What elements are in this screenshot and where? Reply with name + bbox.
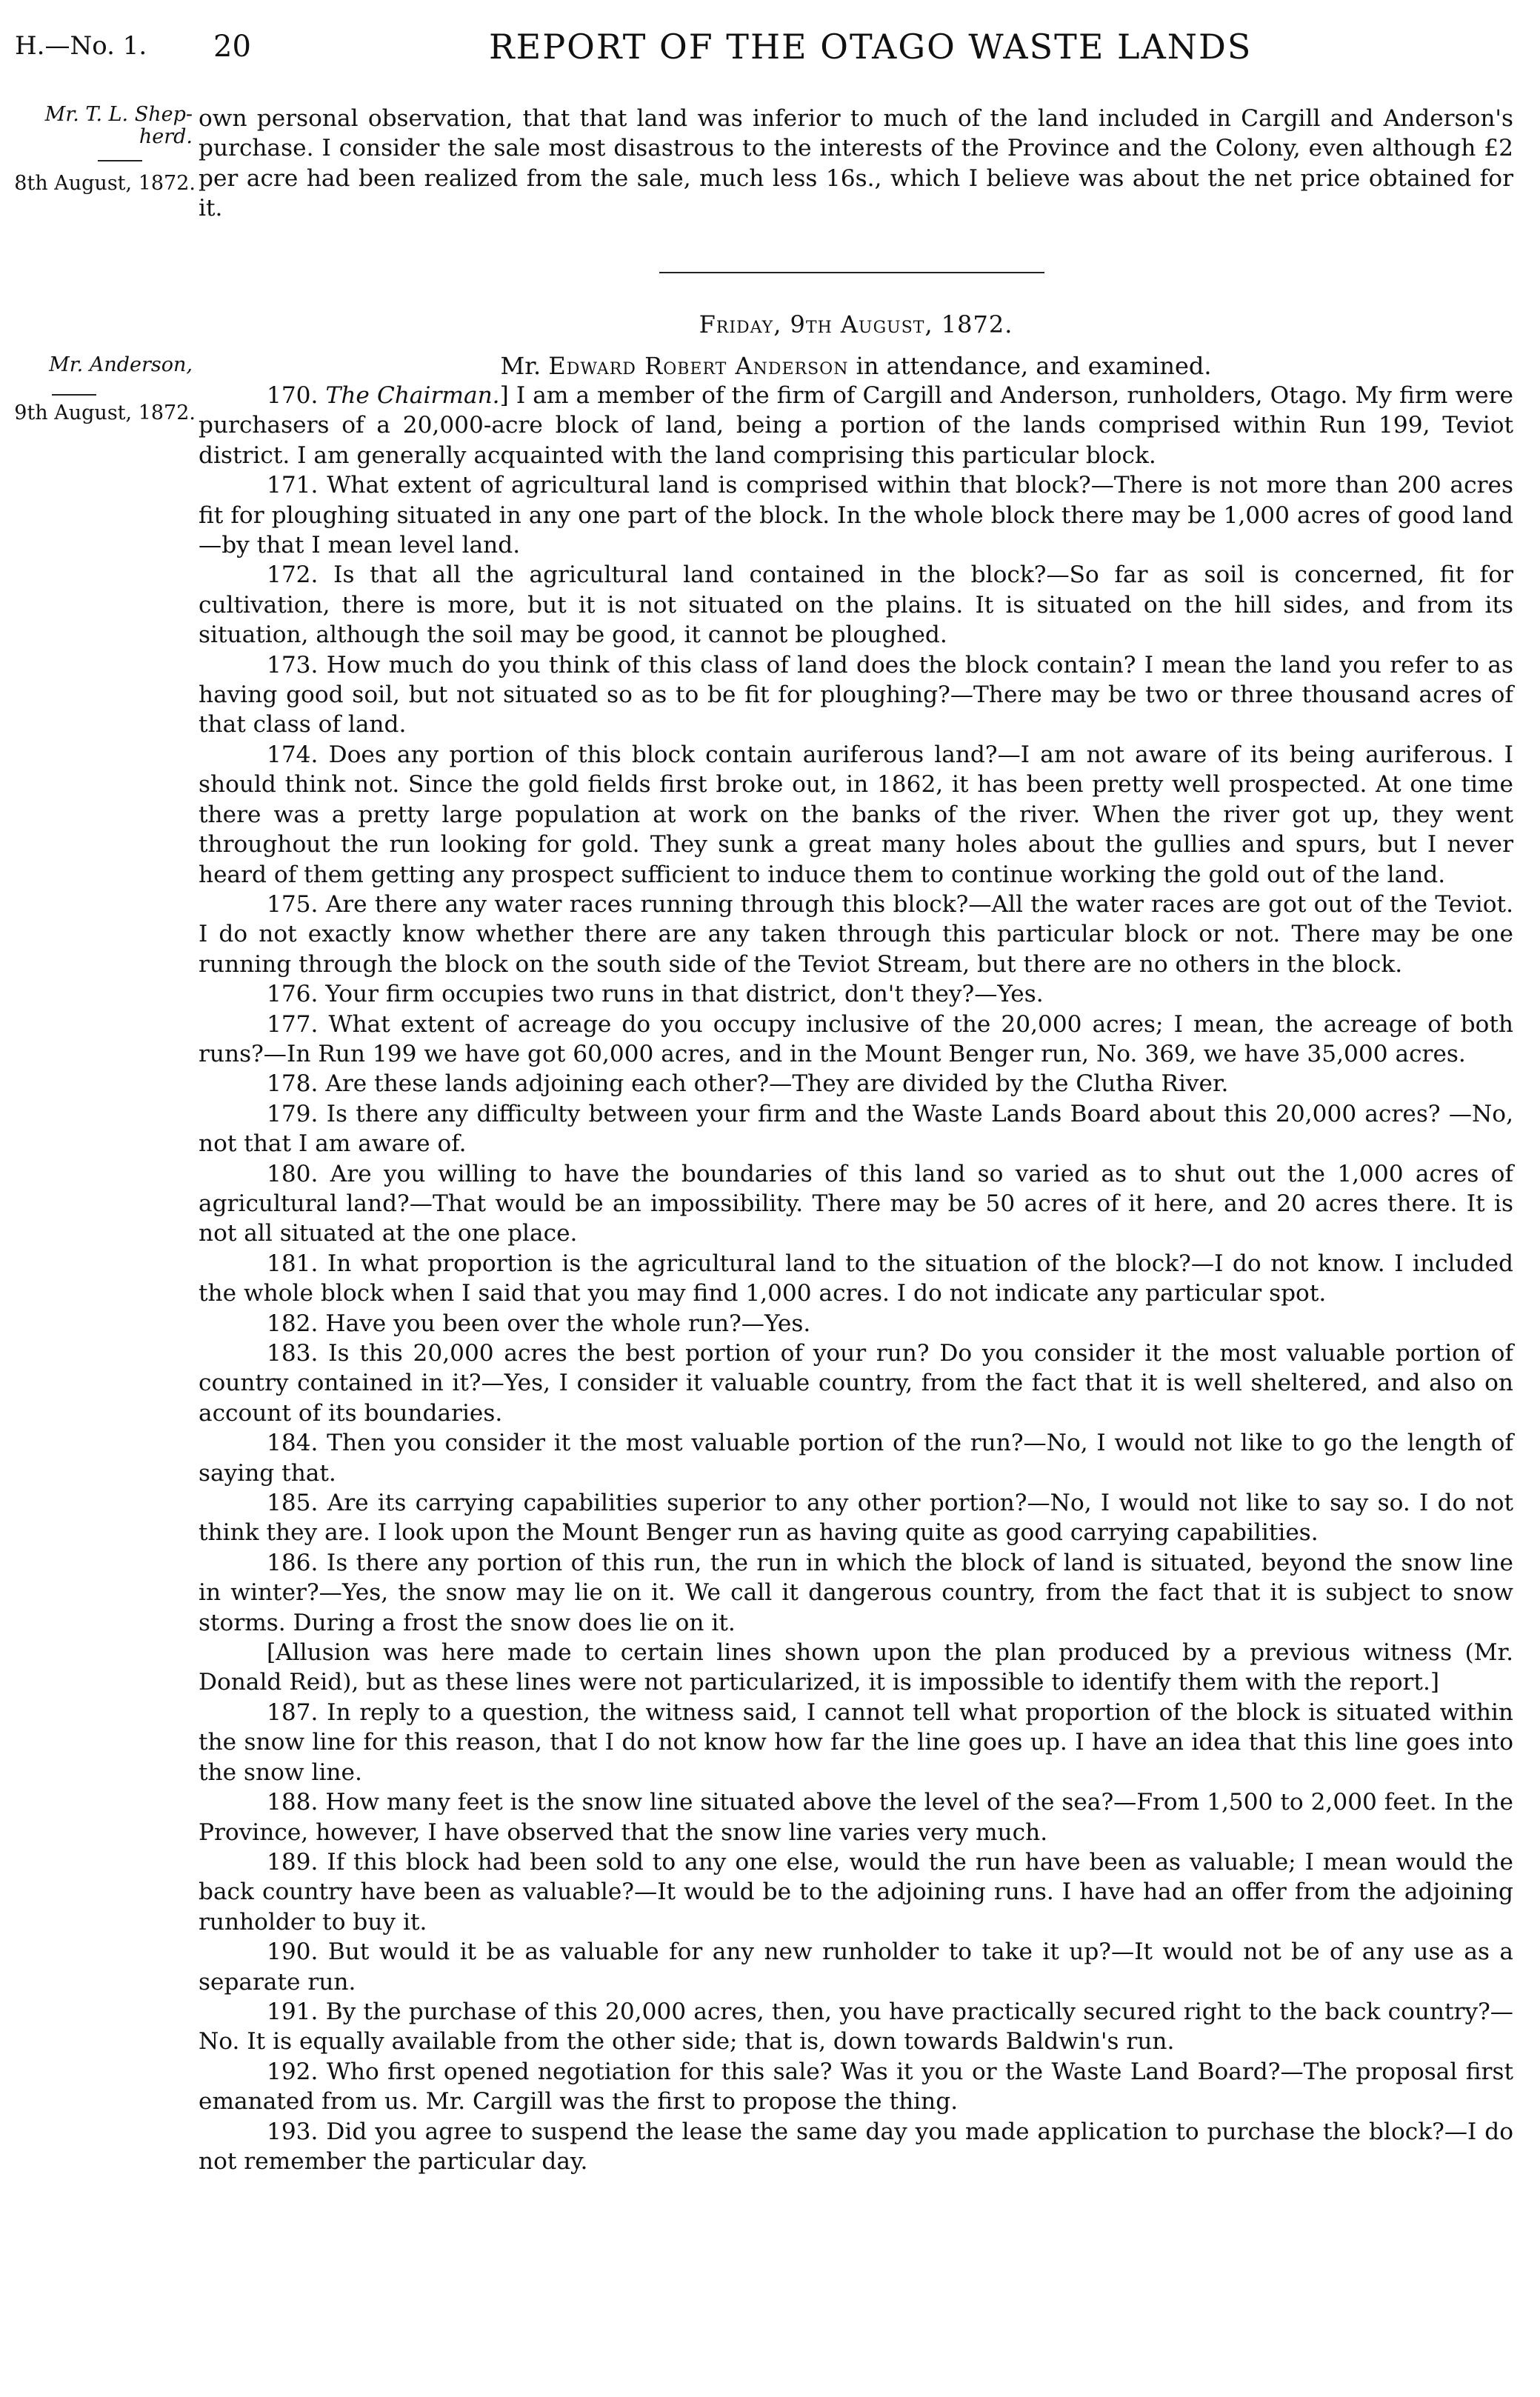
evidence-paragraph: [199, 1488, 1513, 1548]
paragraph-text: What extent of agricultural land is comprised within that block?—There is not more than 200 acres fit for ploughing situated in any one part of the block. In the whole block there may be 1,000 acres of good land—by that I mean level land.: [199, 472, 1513, 559]
margin-witness-date-2: 9th August, 1872.: [14, 401, 196, 424]
margin-witness-name: Mr. T. L. Shep-herd.: [44, 103, 193, 148]
evidence-paragraph: [199, 1787, 1513, 1847]
question-number: 191.: [267, 1998, 319, 2025]
evidence-paragraph: [199, 1638, 1513, 1698]
evidence-paragraph: [199, 740, 1513, 890]
question-number: 188.: [267, 1789, 319, 1816]
question-number: 193.: [267, 2118, 319, 2145]
question-number: 170.: [267, 382, 319, 409]
question-number: 173.: [267, 651, 319, 679]
question-number: 176.: [267, 981, 319, 1008]
paragraph-text: Your firm occupies two runs in that district, don't they?—Yes.: [325, 981, 1044, 1008]
paragraph-text: Then you consider it the most valuable portion of the run?—No, I would not like to go the length of saying that.: [199, 1430, 1513, 1487]
question-number: 192.: [267, 2058, 319, 2085]
evidence-paragraph: [199, 470, 1513, 560]
continuation-paragraph: own personal observation, that that land was inferior to much of the land included in Cargill and Anderson's purchase. I consider the sale most disastrous to the interests of the Province and the Colony, even although £2 per acre had been realized from the sale, much less 16s., which I believe was about the net price obtained for it.: [199, 105, 1513, 222]
margin-witness-date: 8th August, 1872.: [14, 172, 196, 195]
question-number: 184.: [267, 1430, 319, 1457]
paragraph-text: Are these lands adjoining each other?—They are divided by the Clutha River.: [325, 1070, 1229, 1098]
question-number: 186.: [267, 1549, 319, 1576]
question-number: 174.: [267, 741, 319, 768]
evidence-paragraph: [199, 650, 1513, 740]
question-number: 187.: [267, 1698, 319, 1726]
evidence-paragraph: [199, 1159, 1513, 1249]
evidence-paragraph: [199, 1309, 1513, 1338]
attendance-suffix: in attendance, and examined.: [848, 352, 1212, 380]
paragraph-text: In what proportion is the agricultural land to the situation of the block?—I do not know. I included the whole block when I said that you may find 1,000 acres. I do not indicate any particular spot.: [199, 1250, 1514, 1307]
question-number: 172.: [267, 561, 319, 589]
paragraph-text: Is this 20,000 acres the best portion of your run? Do you consider it the most valuable portion of country contained in it?—Yes, I consider it valuable country, from the fact that it is well sheltered, and also on account of its boundaries.: [199, 1340, 1513, 1427]
paragraph-text: Have you been over the whole run?—Yes.: [325, 1310, 811, 1337]
paragraph-text: Did you agree to suspend the lease the same day you made application to purchase the block?—I do not remember the particular day.: [199, 2118, 1513, 2175]
attendance-line: [199, 352, 1513, 380]
page-number: 20: [213, 30, 251, 64]
margin-divider: [98, 160, 142, 161]
document-reference: H.—No. 1.: [15, 31, 147, 61]
paragraph-text: Are you willing to have the boundaries of this land so varied as to shut out the 1,000 acres of agricultural land?—That would be an impossibility. There may be 50 acres of it here, and 20 acres there. It is not all situated at the one place.: [199, 1160, 1513, 1247]
margin-witness-name-2: Mr. Anderson,: [49, 353, 193, 376]
paragraph-text: By the purchase of this 20,000 acres, then, you have practically secured right to the back country?—No. It is equally available from the other side; that is, down towards Baldwin's run.: [199, 1998, 1513, 2056]
question-number: 189.: [267, 1848, 319, 1876]
question-number: 183.: [267, 1340, 319, 1367]
question-number: 171.: [267, 472, 319, 499]
running-title: REPORT OF THE OTAGO WASTE LANDS: [489, 27, 1253, 67]
evidence-paragraph: [199, 1099, 1513, 1159]
paragraph-text: [Allusion was here made to certain lines shown upon the plan produced by a previous witness (Mr. Donald Reid), but as these lines were not particularized, it is impossible to identify them with the report.]: [199, 1639, 1513, 1696]
evidence-paragraph: [199, 1249, 1513, 1309]
evidence-paragraph: [199, 1338, 1513, 1428]
question-number: 179.: [267, 1100, 319, 1127]
paragraph-text: But would it be as valuable for any new runholder to take it up?—It would not be of any use as a separate run.: [199, 1938, 1513, 1996]
question-number: 182.: [267, 1310, 319, 1337]
evidence-paragraph: [199, 1069, 1513, 1099]
paragraph-text: Is that all the agricultural land contained in the block?—So far as soil is concerned, fit for cultivation, there is more, but it is not situated on the plains. It is situated on the hill sides, and from its situation, although the soil may be good, it cannot be ploughed.: [199, 561, 1513, 649]
evidence-paragraph: [199, 1847, 1513, 1937]
paragraph-text: Are its carrying capabilities superior to any other portion?—No, I would not like to say so. I do not think they are. I look upon the Mount Benger run as having quite as good carrying capabilities.: [199, 1490, 1514, 1547]
evidence-paragraph: [199, 560, 1513, 650]
evidence-paragraph: [199, 381, 1513, 470]
question-number: 178.: [267, 1070, 319, 1098]
section-divider: [659, 272, 1044, 273]
evidence-paragraph: [199, 1698, 1513, 1787]
question-number: 180.: [267, 1160, 319, 1187]
question-number: 175.: [267, 890, 319, 918]
attendance-prefix: Mr.: [500, 352, 549, 380]
margin-divider-2: [52, 394, 96, 396]
speaker-name: The Chairman.: [325, 382, 500, 409]
paragraph-text: Are there any water races running through this block?—All the water races are got out of the Teviot. I do not exactly know whether there are any taken through this particular block or not. There may be one running through the block on the south side of the Teviot Stream, but there are no others in the block.: [199, 890, 1513, 978]
paragraph-text: How many feet is the snow line situated above the level of the sea?—From 1,500 to 2,000 feet. In the Province, however, I have observed that the snow line varies very much.: [199, 1789, 1514, 1846]
question-number: 185.: [267, 1490, 319, 1517]
paragraph-text: ] I am a member of the firm of Cargill and Anderson, runholders, Otago. My firm were purchasers of a 20,000-acre block of land, being a portion of the lands comprised within Run 199, Teviot district. I am generally acquainted with the land comprising this particular block.: [199, 382, 1514, 469]
evidence-paragraph: [199, 1010, 1513, 1070]
paragraph-text: How much do you think of this class of land does the block contain? I mean the land you refer to as having good soil, but not situated so as to be fit for ploughing?—There may be two or three thousand acres of that class of land.: [199, 651, 1513, 739]
paragraph-text: What extent of acreage do you occupy inclusive of the 20,000 acres; I mean, the acreage of both runs?—In Run 199 we have got 60,000 acres, and in the Mount Benger run, No. 369, we have 35,000 acres.: [199, 1010, 1513, 1067]
evidence-paragraph: [199, 1997, 1513, 2057]
question-number: 177.: [267, 1010, 319, 1038]
paragraph-text: If this block had been sold to any one else, would the run have been as valuable; I mean would the back country have been as valuable?—It would be to the adjoining runs. I have had an offer from the adjoining runholder to buy it.: [199, 1848, 1513, 1936]
continuation-text: [199, 104, 1513, 224]
paragraph-text: Does any portion of this block contain auriferous land?—I am not aware of its being auriferous. I should think not. Since the gold fields first broke out, in 1862, it has been pretty well prospected. At one time there was a pretty large population at work on the banks of the river. When the river got up, they went throughout the run looking for gold. They sunk a great many holes about the gullies and spurs, but I never heard of them getting any prospect sufficient to induce them to continue working the gold out of the land.: [199, 741, 1513, 888]
section-date-heading: Friday, 9th August, 1872.: [699, 310, 1013, 339]
page-header: [15, 27, 1526, 74]
question-number: 190.: [267, 1938, 319, 1966]
paragraph-text: Is there any difficulty between your firm and the Waste Lands Board about this 20,000 acres? —No, not that I am aware of.: [199, 1100, 1513, 1158]
evidence-paragraph: [199, 1428, 1513, 1488]
paragraph-text: In reply to a question, the witness said, I cannot tell what proportion of the block is situated within the snow line for this reason, that I do not know how far the line goes up. I have an idea that this line goes into the snow line.: [199, 1698, 1513, 1786]
question-number: 181.: [267, 1250, 319, 1277]
evidence-paragraph: [199, 2117, 1513, 2177]
witness-name: Edward Robert Anderson: [548, 352, 849, 380]
evidence-paragraph: [199, 979, 1513, 1009]
evidence-body: [199, 381, 1513, 2176]
paragraph-text: Who first opened negotiation for this sale? Was it you or the Waste Land Board?—The proposal first emanated from us. Mr. Cargill was the first to propose the thing.: [199, 2058, 1513, 2116]
evidence-paragraph: [199, 2057, 1513, 2117]
paragraph-text: Is there any portion of this run, the run in which the block of land is situated, beyond the snow line in winter?—Yes, the snow may lie on it. We call it dangerous country, from the fact that it is subject to snow storms. During a frost the snow does lie on it.: [199, 1549, 1513, 1636]
evidence-paragraph: [199, 890, 1513, 979]
evidence-paragraph: [199, 1937, 1513, 1997]
evidence-paragraph: [199, 1548, 1513, 1638]
